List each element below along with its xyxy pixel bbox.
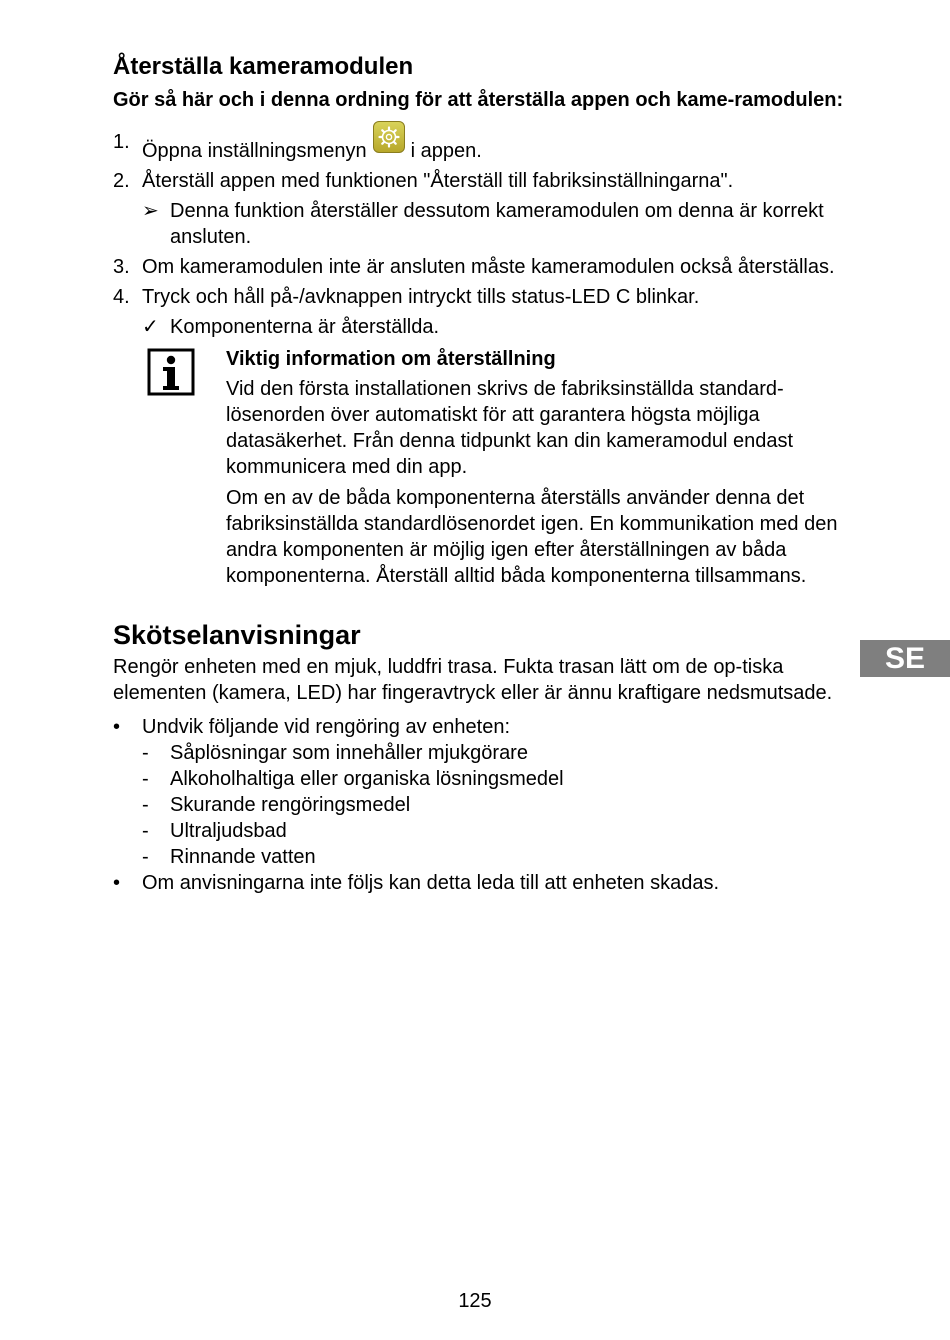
list-item: - Rinnande vatten bbox=[142, 846, 316, 868]
language-tab: SE bbox=[860, 640, 950, 677]
page-content bbox=[113, 50, 863, 900]
list-item: - Alkoholhaltiga eller organiska lösningsmedel bbox=[142, 768, 564, 790]
arrow-bullet-icon: ➢ bbox=[142, 200, 159, 222]
page-number: 125 bbox=[458, 1290, 492, 1312]
step-2: 2. Återställ appen med funktionen "Återställ till fabriksinställningarna". bbox=[113, 170, 734, 192]
list-item: - Ultraljudsbad bbox=[142, 820, 287, 842]
info-paragraph: Vid den första installationen skrivs de fabriksinställda standard-lösenorden över automatiskt för att garantera högsta möjliga datasäkerhet. Från denna tidpunkt kan din kameramodul endast kommunicera med din app. bbox=[226, 378, 794, 478]
step-3: 3. Om kameramodulen inte är ansluten måste kameramodulen också återställas. bbox=[113, 256, 835, 278]
info-icon bbox=[147, 348, 195, 396]
info-title: Viktig information om återställning bbox=[226, 348, 556, 370]
list-item: - Såplösningar som innehåller mjukgörare bbox=[142, 742, 528, 764]
gear-icon bbox=[373, 121, 405, 153]
step-4: 4. Tryck och håll på-/avknappen intryckt tills status-LED C blinkar. bbox=[113, 286, 700, 308]
reset-intro: Gör så här och i denna ordning för att återställa appen och kame-ramodulen: bbox=[113, 89, 844, 111]
bullet-icon: • bbox=[113, 872, 121, 894]
list-item: • Om anvisningarna inte följs kan detta leda till att enheten skadas. bbox=[113, 872, 720, 894]
step-2-note: ➢ Denna funktion återställer dessutom kameramodulen om denna är korrekt ansluten. bbox=[142, 200, 824, 248]
step-1: 1. Öppna inställningsmenyn i appen. bbox=[113, 129, 863, 164]
info-paragraph: Om en av de båda komponenterna återställs använder denna det fabriksinställda standardlösenordet igen. En kommunikation med den andra komponenten är möjlig igen efter återställningen av båda komponenterna. Återställ alltid båda komponenterna tillsammans. bbox=[226, 487, 838, 587]
care-intro: Rengör enheten med en mjuk, luddfri trasa. Fukta trasan lätt om de op-tiska elementen (kamera, LED) har fingeravtryck eller är ännu kraftigare nedsmutsade. bbox=[113, 656, 833, 704]
step-1-text-after: i appen. bbox=[410, 140, 482, 162]
reset-section-title: Återställa kameramodulen bbox=[113, 53, 414, 80]
step-4-result: ✓ Komponenterna är återställda. bbox=[142, 316, 440, 338]
reset-steps-list bbox=[113, 129, 863, 340]
info-box bbox=[113, 346, 863, 594]
list-item: • Undvik följande vid rengöring av enheten: bbox=[113, 716, 511, 738]
care-section-title: Skötselanvisningar bbox=[113, 620, 361, 650]
checkmark-icon: ✓ bbox=[142, 316, 159, 338]
list-item: - Skurande rengöringsmedel bbox=[142, 794, 411, 816]
bullet-icon: • bbox=[113, 716, 121, 738]
care-list bbox=[113, 714, 863, 896]
step-1-text-before: Öppna inställningsmenyn bbox=[142, 140, 367, 162]
